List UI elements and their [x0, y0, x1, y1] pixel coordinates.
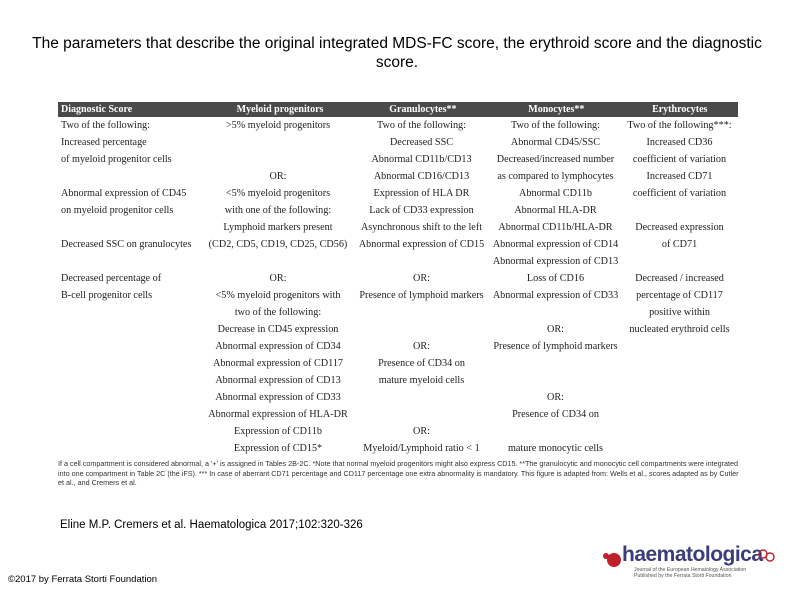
table-cell-line: Asynchronous shift to the left: [360, 222, 483, 233]
header-myeloid-progenitors: Myeloid progenitors: [236, 104, 324, 115]
table-cell-line: Presence of lymphoid markers: [493, 341, 618, 352]
table-cell-line: [203, 253, 353, 270]
citation: Eline M.P. Cremers et al. Haematologica 2017;102:320-326: [60, 519, 363, 531]
table-cell-line: mature myeloid cells: [378, 375, 465, 386]
table-cell-line: Myeloid/Lymphoid ratio < 1: [363, 443, 480, 454]
table-cell-line: Abnormal expression of CD117: [212, 358, 344, 369]
table-cell-line: two of the following:: [234, 307, 322, 318]
table-footnote: If a cell compartment is considered abnormal, a '+' is assigned in Tables 2B-2C. *Note that normal myeloid progenitors might also express CD15. **The granulocytic and monocytic cell compartments were integrated into one compartment in Table 2C (the iFS). *** In case of aberrant CD71 percentage and CD117 percentage one extra abnormality is mandatory. This figure is adapted from: Wells et al., scores adapted as by Cutler et al., and Cremers et al.: [58, 459, 739, 487]
table-cell-line: Abnormal expression of CD45: [61, 188, 187, 199]
table-cell-line: [353, 406, 490, 423]
logo-subtitle: [634, 567, 784, 579]
table-cell-line: Abnormal CD11b/HLA-DR: [498, 222, 613, 233]
table-cell-line: [621, 253, 738, 270]
table-cell-line: [203, 134, 353, 151]
table-cell-line: [353, 389, 490, 406]
table-cell-line: Expression of CD11b: [234, 426, 322, 437]
table-cell-line: Two of the following:: [61, 120, 150, 131]
table-cell-line: OR:: [413, 426, 430, 437]
table-cell-line: coefficient of variation: [632, 154, 727, 165]
table-cell-line: Decreased / increased: [635, 273, 724, 284]
table-cell-line: Abnormal expression of CD15: [358, 239, 485, 250]
table-cell-line: [353, 321, 490, 338]
table-cell-line: Presence of lymphoid markers: [359, 290, 484, 301]
parameters-table: [58, 102, 738, 454]
table-cell-line: B-cell progenitor cells: [61, 290, 153, 301]
table-cell-line: nucleated erythroid cells: [629, 324, 730, 335]
table-cell-line: [490, 423, 621, 440]
logo-cells-icon: [756, 547, 778, 565]
table-cell-line: Abnormal CD11b/CD13: [371, 154, 472, 165]
table-cell-line: Abnormal expression of CD34: [215, 341, 341, 352]
table-cell-line: [621, 202, 738, 219]
table-cell-line: positive within: [649, 307, 710, 318]
table-cell-line: Lack of CD33 expression: [369, 205, 474, 216]
table-cell-line: Abnormal expression of HLA-DR: [208, 409, 348, 420]
header-diagnostic-score: Diagnostic Score: [61, 104, 133, 115]
table-cell-line: (CD2, CD5, CD19, CD25, CD56): [208, 239, 348, 250]
table-cell-line: Increased CD71: [646, 171, 713, 182]
table-cell-line: [490, 304, 621, 321]
table-cell-line: [353, 253, 490, 270]
column-myeloid-progenitors: [203, 117, 353, 454]
header-erythrocytes: Erythrocytes: [652, 104, 708, 115]
column-diagnostic-score: [58, 117, 203, 454]
table-cell-line: Decreased expression: [635, 222, 724, 233]
table-cell-line: [58, 168, 203, 185]
table-cell-line: Abnormal HLA-DR: [514, 205, 597, 216]
table-cell-line: of CD71: [661, 239, 698, 250]
table-cell-line: Abnormal expression of CD33: [492, 290, 619, 301]
table-cell-line: Increased percentage: [61, 137, 147, 148]
copyright-notice: ©2017 by Ferrata Storti Foundation: [8, 574, 158, 585]
table-cell-line: Abnormal expression of CD13: [492, 256, 619, 267]
table-cell-line: Two of the following***:: [627, 120, 732, 131]
table-cell-line: Abnormal expression of CD14: [492, 239, 619, 250]
logo-subtitle-line-2: Published by the Ferrata Storti Foundation: [634, 573, 732, 579]
table-body: [58, 117, 738, 454]
table-cell-line: Expression of HLA DR: [373, 188, 470, 199]
table-cell-line: [490, 372, 621, 389]
table-cell-line: <5% myeloid progenitors with: [215, 290, 341, 301]
table-cell-line: Expression of CD15*: [233, 443, 323, 454]
table-header-row: [58, 102, 738, 117]
table-cell-line: coefficient of variation: [632, 188, 727, 199]
table-cell-line: as compared to lymphocytes: [497, 171, 614, 182]
logo-subtitle-line-1: Journal of the European Hematology Association: [634, 567, 747, 573]
table-cell-line: Abnormal expression of CD13: [215, 375, 341, 386]
table-cell-line: OR:: [413, 341, 430, 352]
table-cell-line: OR:: [269, 273, 287, 284]
column-granulocytes: [353, 117, 490, 454]
header-granulocytes: Granulocytes**: [389, 104, 457, 115]
table-cell-line: on myeloid progenitor cells: [61, 205, 174, 216]
table-cell-line: Presence of CD34 on: [378, 358, 465, 369]
header-monocytes: Monocytes**: [528, 104, 585, 115]
table-cell-line: [58, 253, 203, 270]
table-cell-line: Decreased SSC: [389, 137, 454, 148]
table-cell-line: [58, 219, 203, 236]
table-cell-line: Abnormal CD16/CD13: [373, 171, 470, 182]
table-cell-line: Abnormal CD11b: [519, 188, 592, 199]
table-cell-line: [203, 151, 353, 168]
logo-wordmark: haematologica: [622, 543, 763, 566]
table-cell-line: mature monocytic cells: [507, 443, 604, 454]
haematologica-logo: [600, 543, 780, 579]
table-cell-line: Loss of CD16: [526, 273, 585, 284]
table-cell-line: Presence of CD34 on: [512, 409, 599, 420]
table-cell-line: <5% myeloid progenitors: [225, 188, 331, 199]
table-cell-line: Two of the following:: [377, 120, 466, 131]
table-cell-line: Decreased SSC on granulocytes: [61, 239, 192, 250]
table-cell-line: with one of the following:: [224, 205, 332, 216]
table-cell-line: Lymphoid markers present: [223, 222, 333, 233]
table-cell-line: Decrease in CD45 expression: [217, 324, 339, 335]
table-cell-line: Abnormal CD45/SSC: [510, 137, 601, 148]
table-cell-line: [490, 355, 621, 372]
table-cell-line: Two of the following:: [511, 120, 600, 131]
table-cell-line: percentage of CD117: [636, 290, 723, 301]
table-cell-line: OR:: [547, 392, 564, 403]
logo-drop-icon: [600, 548, 622, 570]
table-cell-line: OR:: [269, 171, 287, 182]
table-cell-line: Abnormal expression of CD33: [215, 392, 341, 403]
table-cell-line: OR:: [413, 273, 430, 284]
table-cell-line: OR:: [547, 324, 564, 335]
column-monocytes: [490, 117, 621, 454]
table-cell-line: Decreased/increased number: [496, 154, 615, 165]
figure-title: The parameters that describe the original integrated MDS-FC score, the erythroid score and the diagnostic score.: [32, 35, 762, 71]
table-cell-line: [353, 304, 490, 321]
column-erythrocytes: [621, 117, 738, 454]
table-cell-line: >5% myeloid progenitors: [225, 120, 331, 131]
table-cell-line: of myeloid progenitor cells: [61, 154, 172, 165]
table-cell-line: Decreased percentage of: [61, 273, 162, 284]
table-cell-line: Increased CD36: [646, 137, 713, 148]
